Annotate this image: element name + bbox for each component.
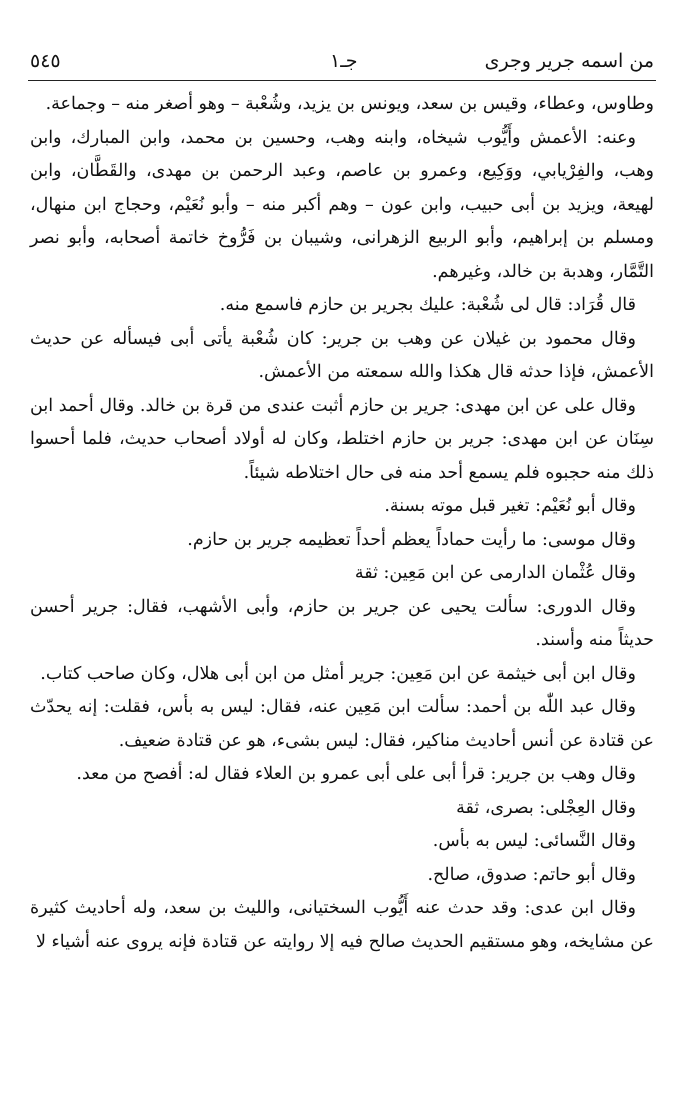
- running-header: [30, 48, 654, 80]
- paragraph: وقال موسى: ما رأيت حماداً يعظم أحداً تعظيمه جرير بن حازم.: [187, 529, 636, 550]
- page-body: [30, 88, 654, 959]
- paragraph: وقال أبو نُعَيْم: تغير قبل موته بسنة.: [384, 496, 636, 516]
- volume-label: جـ١: [330, 50, 358, 72]
- paragraph: قال قُرَاد: قال لى شُعْبة: عليك بجرير بن حازم فاسمع منه.: [219, 295, 636, 315]
- paragraph: وقال ابن أبى خيثمة عن ابن مَعِين: جرير أمثل من ابن أبى هلال، وكان صاحب كتاب.: [40, 663, 636, 684]
- paragraph: وقال وهب بن جرير: قرأ أبى على أبى عمرو بن العلاء فقال له: أفصح من معد.: [76, 764, 636, 784]
- paragraph: وعنه: الأعمش وأَيُّوب شيخاه، وابنه وهب، وحسين بن محمد، وابن المبارك، وابن وهب، والفِرْيابي، ووَكِيع، وعمرو بن عاصم، وعبد الرحمن بن مهدى، والقَطَّان، وابن لهيعة، ويزيد بن أبى حبيب، وابن عون – وهم أكبر منه – وأبو نُعَيْم، وحجاج ابن منهال، ومسلم بن إبراهيم، وأبو الربيع الزهرانى، وشيبان بن فَرُّوخ خاتمة أصحابه، وأبو نصر التَّمَّار، وهدبة بن خالد، وغيرهم.: [30, 127, 654, 282]
- paragraph: وقال الدورى: سألت يحيى عن جرير بن حازم، وأبى الأشهب، فقال: جرير أحسن حديثاً منه وأسند.: [30, 596, 654, 650]
- paragraph: وقال العِجْلى: بصرى، ثقة: [456, 797, 636, 818]
- header-rule: [28, 80, 656, 81]
- paragraph: وقال أبو حاتم: صدوق، صالح.: [427, 864, 636, 885]
- running-title: من اسمه جرير وجرى: [484, 50, 654, 72]
- paragraph: وقال عُثْمان الدارمى عن ابن مَعِين: ثقة: [354, 563, 636, 583]
- paragraph: وقال النَّسائى: ليس به بأس.: [432, 831, 636, 851]
- paragraph: وقال ابن عدى: وقد حدث عنه أَيُّوب السختيانى، والليث بن سعد، وله أحاديث كثيرة عن مشايخه، وهو مستقيم الحديث صالح فيه إلا روايته عن قتادة فإنه يروى عنه أشياء لا: [30, 898, 654, 952]
- paragraph: وقال محمود بن غيلان عن وهب بن جرير: كان شُعْبة يأتى أبى فيسأله عن حديث الأعمش، فإذا حدثه قال هكذا والله سمعته من الأعمش.: [30, 328, 654, 382]
- page-number: ٥٤٥: [30, 50, 61, 72]
- paragraph: وقال عبد اللّٰه بن أحمد: سألت ابن مَعِين عنه، فقال: ليس به بأس، فقلت: إنه يحدّث عن قتادة عن أنس أحاديث مناكير، فقال: ليس بشىء، هو عن قتادة ضعيف.: [30, 697, 654, 751]
- paragraph: وقال على عن ابن مهدى: جرير بن حازم أثبت عندى من قرة بن خالد. وقال أحمد ابن سِنَان عن ابن مهدى: جرير بن حازم اختلط، وكان له أولاد أصحاب حديث، فلما أحسوا ذلك منه حجبوه فلم يسمع أحد منه فى حال اختلاطه شيئاً.: [30, 395, 654, 483]
- paragraph: وطاوس، وعطاء، وقيس بن سعد، ويونس بن يزيد، وشُعْبة – وهو أصغر منه – وجماعة.: [45, 94, 654, 114]
